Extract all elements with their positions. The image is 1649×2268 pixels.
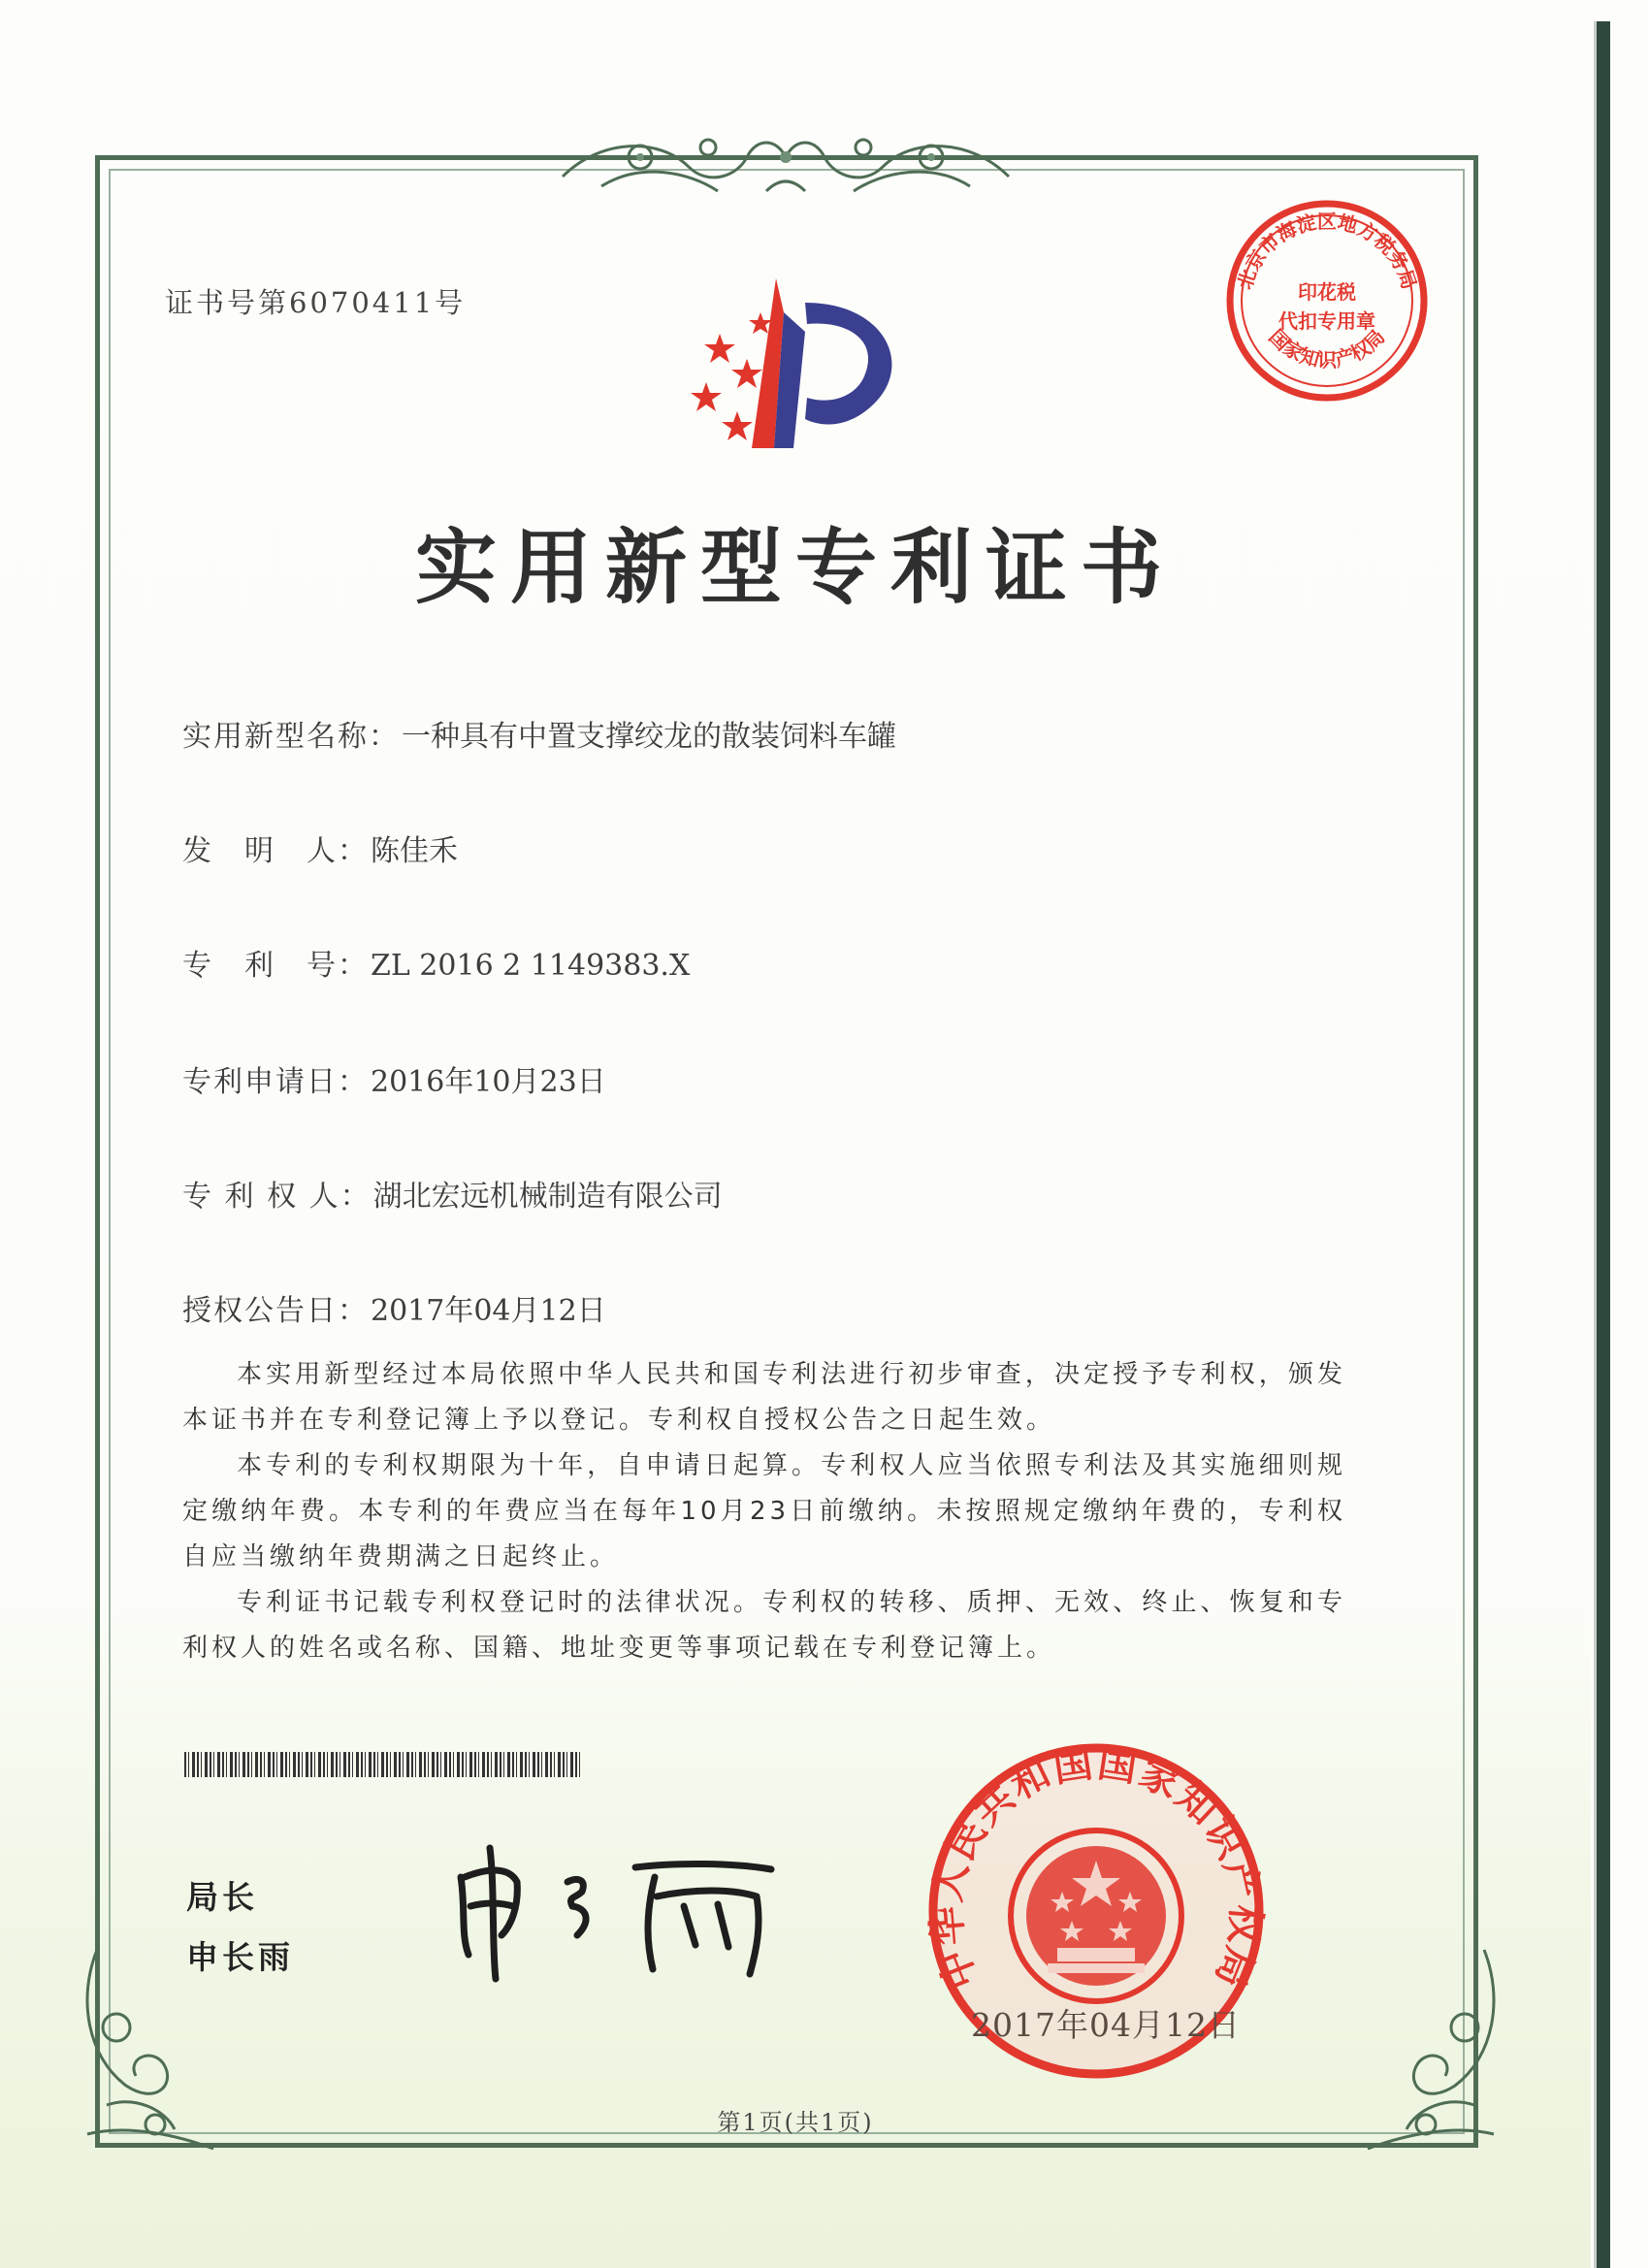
tax-seal-center-line2: 代扣专用章: [1278, 309, 1375, 333]
certificate-number: 证书号第6070411号: [165, 286, 467, 319]
national-emblem-icon: [1011, 1831, 1181, 2001]
certificate-title: 实用新型专利证书: [414, 520, 1176, 615]
field-label: 授权公告日: [182, 1294, 338, 1328]
barcode: [184, 1752, 582, 1777]
field-separator: ：: [338, 1065, 367, 1099]
field-value: 湖北宏远机械制造有限公司: [372, 1180, 723, 1214]
field-grant-date: [182, 1286, 606, 1329]
director-name: 申长雨: [186, 1938, 294, 1976]
certificate-body: [182, 1352, 1346, 1671]
tax-stamp-seal: [1220, 194, 1434, 407]
field-label: 发 明 人: [182, 834, 338, 868]
field-value: 2017年04月12日: [371, 1294, 606, 1328]
field-label: 专 利 权 人: [182, 1180, 340, 1214]
page-footer: 第1页(共1页): [717, 2109, 874, 2136]
office-seal-date: 2017年04月12日: [971, 2006, 1241, 2044]
field-utility-model-name: [182, 712, 896, 755]
cnipa-logo: [660, 274, 922, 458]
field-application-date: [182, 1057, 606, 1100]
field-patent-number: [182, 941, 690, 984]
field-separator: ：: [369, 720, 398, 754]
field-value: 2016年10月23日: [371, 1065, 606, 1099]
top-ornament: [543, 118, 1028, 206]
field-patentee: [182, 1172, 723, 1215]
scan-edge: [1597, 21, 1610, 2268]
field-label: 专利申请日: [182, 1065, 338, 1099]
field-separator: ：: [338, 1294, 367, 1328]
tax-seal-bottom-text: 国家知识产权局: [1264, 324, 1390, 373]
field-label: 实用新型名称: [182, 720, 369, 754]
field-label: 专 利 号: [182, 949, 338, 983]
office-seal-ring-text: 中华人民共和国国家知识产权局: [922, 1739, 1270, 1996]
body-paragraph: 本实用新型经过本局依照中华人民共和国专利法进行初步审查，决定授予专利权，颁发本证书并在专利登记簿上予以登记。专利权自授权公告之日起生效。: [182, 1360, 1346, 1435]
field-separator: ：: [338, 949, 367, 983]
director-signature: [441, 1838, 791, 1984]
field-separator: ：: [340, 1180, 370, 1214]
body-paragraph: 本专利的专利权期限为十年，自申请日起算。专利权人应当依照专利法及其实施细则规定缴纳年费。本专利的年费应当在每年10月23日前缴纳。未按照规定缴纳年费的，专利权自应当缴纳年费期满之日起终止。: [182, 1451, 1346, 1571]
body-paragraph: 专利证书记载专利权登记时的法律状况。专利权的转移、质押、无效、终止、恢复和专利权人的姓名或名称、国籍、地址变更等事项记载在专利登记簿上。: [182, 1588, 1346, 1663]
director-title: 局长: [186, 1878, 258, 1916]
field-inventor: [182, 826, 458, 869]
field-value: 一种具有中置支撑绞龙的散装饲料车罐: [402, 720, 896, 754]
field-value: 陈佳禾: [371, 834, 458, 868]
tax-seal-center-line1: 印花税: [1298, 280, 1356, 304]
tax-seal-ring-text: 北京市海淀区地方税务局: [1232, 210, 1422, 293]
field-separator: ：: [338, 834, 367, 868]
field-value: ZL 2016 2 1149383.X: [371, 949, 691, 983]
